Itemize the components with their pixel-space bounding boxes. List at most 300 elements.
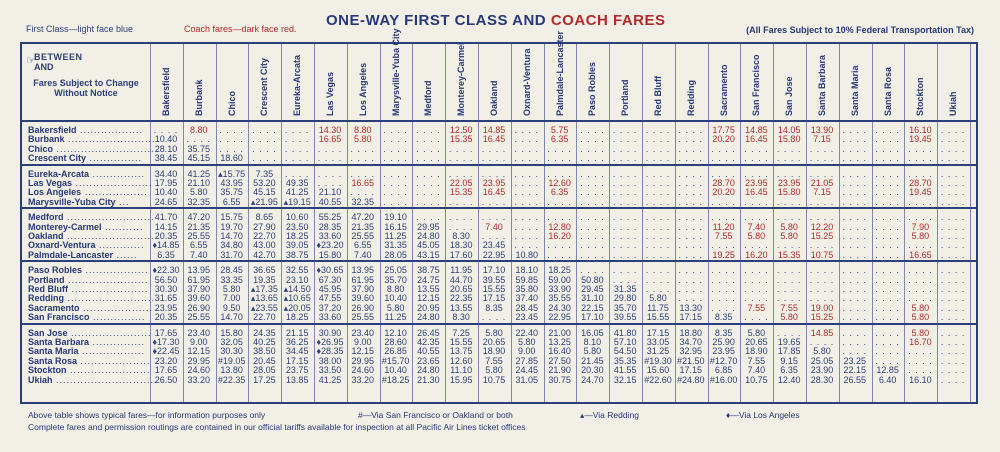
first-class-fare-cell: 6.55 — [354, 240, 372, 251]
first-class-fare-cell: 9.00 — [354, 337, 372, 347]
column-header — [840, 56, 870, 118]
first-class-fare-cell: 20.30 — [581, 365, 604, 376]
first-class-fare-cell: 24.70 — [581, 374, 604, 385]
empty-cell: . . . . — [514, 231, 540, 241]
row-leader-dots: .................. — [78, 346, 146, 357]
first-class-fare-cell: 33.90 — [548, 284, 571, 294]
row-label-text: San Francisco — [28, 312, 90, 323]
first-class-fare-cell: 33.60 — [318, 231, 342, 241]
empty-cell: . . . . — [744, 153, 769, 164]
first-class-fare-cell: 27.50 — [548, 355, 571, 366]
first-class-fare-cell: 15.55 — [646, 312, 670, 323]
column-header-label: Marysville-Yuba City — [390, 28, 401, 116]
column-header-label: Los Angeles — [357, 62, 368, 116]
row-leader-dots: .................... — [79, 302, 154, 313]
hand-pointer-icon: ☞ — [26, 55, 36, 67]
empty-cell: . . . . — [350, 153, 376, 164]
first-class-fare-cell: 31.35 — [384, 240, 407, 251]
first-class-fare-cell: 40.55 — [417, 346, 440, 357]
empty-cell: . . . . — [875, 231, 900, 241]
empty-cell: . . . . — [776, 240, 802, 251]
first-class-fare-cell: 10.40 — [384, 365, 407, 376]
column-header-label: Red Bluff — [653, 76, 663, 116]
row-leader-dots: ........... — [101, 221, 144, 232]
first-class-fare-cell: 38.75 — [417, 265, 440, 276]
coach-fare-cell: 15.35 — [777, 249, 801, 260]
page-title — [326, 12, 666, 29]
coach-fare-cell: 5.80 — [780, 231, 798, 241]
empty-cell: . . . . — [547, 153, 572, 164]
first-class-fare-cell: 10.40 — [154, 134, 178, 145]
first-class-fare-cell: 49.35 — [285, 178, 309, 188]
first-class-fare-cell: 23.90 — [810, 365, 834, 376]
first-class-fare-cell: 15.60 — [646, 365, 670, 376]
first-class-fare-cell: 28.35 — [318, 221, 342, 232]
first-class-fare-cell: 21.45 — [581, 355, 604, 366]
first-class-fare-cell: ▴13.65 — [250, 293, 278, 304]
subject-note: Fares Subject to Change Without Notice — [33, 78, 139, 98]
empty-cell: . . . . — [776, 265, 802, 276]
row-label-text: Oakland — [28, 231, 64, 241]
empty-cell: . . . . — [744, 143, 769, 154]
empty-cell: . . . . — [678, 168, 704, 179]
first-class-fare-cell: 7.55 — [485, 355, 503, 366]
empty-cell: . . . . — [252, 134, 277, 145]
column-header-label: Oakland — [489, 80, 499, 116]
empty-cell: . . . . — [284, 153, 310, 164]
empty-cell: . . . . — [547, 249, 572, 260]
empty-cell: . . . . — [908, 196, 933, 207]
first-class-fare-cell: 31.65 — [154, 293, 178, 304]
empty-cell: . . . . — [875, 327, 900, 338]
empty-cell: . . . . — [350, 187, 376, 198]
first-class-fare-cell: 18.25 — [285, 231, 309, 241]
column-header-label: Medford — [423, 80, 434, 116]
first-class-fare-cell: 17.65 — [154, 365, 178, 376]
row-label — [28, 312, 146, 322]
coach-fare-cell: 11.20 — [712, 221, 735, 232]
row-label — [28, 375, 158, 385]
empty-cell: . . . . — [645, 153, 671, 164]
coach-fare-cell: 19.45 — [909, 187, 932, 198]
empty-cell: . . . . — [448, 221, 474, 232]
footer-line1: Above table shows typical fares—for information purposes only — [28, 410, 266, 420]
and-label: AND — [34, 62, 54, 72]
empty-cell: . . . . — [219, 143, 244, 154]
coach-fare-cell: 8.80 — [354, 125, 372, 135]
first-class-fare-cell: 43.00 — [253, 240, 276, 251]
row-label-text: Bakersfield — [28, 125, 77, 135]
coach-fare-cell: 16.45 — [482, 187, 506, 198]
empty-cell: . . . . — [744, 196, 769, 207]
column-header-label: Chico — [226, 90, 237, 116]
first-class-fare-cell: 38.50 — [253, 346, 276, 357]
row-label-text: Marysville-Yuba City — [28, 196, 116, 207]
empty-cell: . . . . — [678, 143, 704, 154]
empty-cell: . . . . — [875, 143, 900, 154]
empty-cell: . . . . — [744, 212, 769, 223]
first-class-fare-cell: 7.40 — [190, 249, 208, 260]
empty-cell: . . . . — [580, 134, 605, 145]
coach-fare-cell: 15.35 — [449, 187, 473, 198]
column-header — [610, 56, 640, 118]
empty-cell: . . . . — [711, 168, 736, 179]
row-label-text: Medford — [28, 212, 64, 223]
first-class-fare-cell: 41.25 — [318, 374, 342, 385]
first-class-fare-cell: 32.95 — [679, 346, 703, 357]
empty-cell: . . . . — [481, 143, 507, 154]
empty-cell: . . . . — [940, 153, 966, 164]
empty-cell: . . . . — [580, 231, 605, 241]
empty-cell: . . . . — [908, 293, 933, 304]
empty-cell: . . . . — [744, 293, 769, 304]
empty-cell: . . . . — [416, 187, 441, 198]
first-class-fare-cell: 59.00 — [548, 274, 571, 285]
first-class-fare-cell: 35.75 — [220, 187, 243, 198]
first-class-fare-cell: 32.35 — [187, 196, 211, 207]
empty-cell: . . . . — [252, 143, 277, 154]
first-class-fare-cell: 24.45 — [515, 365, 539, 376]
first-class-fare-cell: 10.75 — [482, 374, 506, 385]
coach-fare-cell: 5.80 — [780, 312, 798, 323]
coach-fare-cell: 10.75 — [810, 249, 834, 260]
first-class-fare-cell: #19.05 — [217, 355, 246, 366]
first-class-fare-cell: 13.95 — [187, 265, 211, 276]
first-class-fare-cell: 6.55 — [222, 196, 241, 207]
first-class-fare-cell: 23.45 — [482, 240, 506, 251]
footnote-diamond: ♦—Via Los Angeles — [726, 410, 800, 420]
row-leader-dots: ............................. — [53, 143, 159, 154]
column-header — [676, 56, 706, 118]
empty-cell: . . . . — [875, 178, 900, 188]
coach-fare-cell: 23.95 — [482, 178, 506, 188]
empty-cell: . . . . — [940, 312, 966, 323]
coach-fare-cell: 5.80 — [911, 302, 930, 313]
coach-fare-cell: 15.80 — [777, 187, 801, 198]
empty-cell: . . . . — [809, 212, 835, 223]
column-divider — [970, 44, 971, 402]
row-label-text: Chico — [28, 143, 54, 154]
empty-cell: . . . . — [645, 143, 671, 154]
row-leader-dots: ......................... — [64, 293, 156, 304]
first-class-fare-cell: 45.15 — [187, 153, 211, 164]
empty-cell: . . . . — [940, 143, 966, 154]
tax-note: (All Fares Subject to 10% Federal Transportation Tax) — [746, 25, 974, 35]
empty-cell: . . . . — [842, 178, 868, 188]
row-leader-dots: .................. — [82, 265, 149, 276]
column-header-label: San Francisco — [751, 54, 762, 116]
coach-fare-cell: 7.40 — [485, 221, 503, 232]
empty-cell: . . . . — [612, 178, 638, 188]
empty-cell: . . . . — [875, 355, 900, 366]
first-class-fare-cell: 26.90 — [187, 302, 211, 313]
empty-cell: . . . . — [481, 212, 507, 223]
first-class-fare-cell: 5.80 — [649, 293, 667, 304]
empty-cell: . . . . — [383, 143, 408, 154]
empty-cell: . . . . — [481, 196, 507, 207]
first-class-fare-cell: 42.70 — [253, 249, 276, 260]
first-class-fare-cell: 22.70 — [253, 231, 276, 241]
empty-cell: . . . . — [940, 240, 966, 251]
empty-cell: . . . . — [940, 293, 966, 304]
empty-cell: . . . . — [908, 365, 933, 376]
first-class-fare-cell: 5.80 — [583, 346, 602, 357]
empty-cell: . . . . — [940, 302, 966, 313]
first-class-fare-cell: 41.55 — [613, 365, 637, 376]
first-class-fare-cell: 54.50 — [613, 346, 637, 357]
first-class-fare-cell: 15.95 — [449, 374, 473, 385]
row-leader-dots: ............... — [86, 153, 143, 164]
empty-cell: . . . . — [317, 178, 343, 188]
empty-cell: . . . . — [940, 125, 966, 135]
first-class-fare-cell: 30.30 — [220, 346, 243, 357]
empty-cell: . . . . — [842, 346, 868, 357]
empty-cell: . . . . — [875, 153, 900, 164]
empty-cell: . . . . — [448, 212, 474, 223]
first-class-fare-cell: 14.70 — [220, 312, 243, 323]
empty-cell: . . . . — [448, 143, 474, 154]
first-class-fare-cell: 53.20 — [253, 178, 276, 188]
first-class-fare-cell: ♦26.95 — [316, 337, 344, 347]
empty-cell: . . . . — [284, 143, 310, 154]
row-label-text: Stockton — [28, 365, 67, 376]
coach-fare-cell: 16.45 — [745, 187, 768, 198]
empty-cell: . . . . — [317, 168, 343, 179]
row-leader-dots: ......................... — [64, 134, 156, 145]
first-class-fare-cell: 22.70 — [253, 312, 276, 323]
first-class-fare-cell: 17.65 — [154, 327, 178, 338]
empty-cell: . . . . — [678, 231, 704, 241]
empty-cell: . . . . — [514, 178, 540, 188]
first-class-fare-cell: 25.05 — [810, 355, 834, 366]
first-class-fare-cell: 35.75 — [187, 143, 211, 154]
first-class-fare-cell: 12.60 — [449, 355, 473, 366]
empty-cell: . . . . — [448, 196, 474, 207]
row-leader-dots: ............... — [89, 168, 146, 179]
coach-fare-cell: 14.85 — [482, 125, 506, 135]
empty-cell: . . . . — [678, 178, 704, 188]
empty-cell: . . . . — [514, 143, 540, 154]
empty-cell: . . . . — [711, 284, 736, 294]
column-header — [446, 42, 476, 118]
empty-cell: . . . . — [678, 153, 704, 164]
empty-cell: . . . . — [711, 302, 736, 313]
first-class-fare-cell: #12.70 — [709, 355, 738, 366]
empty-cell: . . . . — [711, 143, 736, 154]
first-class-fare-cell: 19.35 — [253, 274, 276, 285]
empty-cell: . . . . — [481, 153, 507, 164]
empty-cell: . . . . — [580, 212, 605, 223]
coach-fare-cell: 17.75 — [712, 125, 735, 135]
empty-cell: . . . . — [317, 153, 343, 164]
empty-cell: . . . . — [514, 221, 540, 232]
coach-fare-cell: 16.20 — [548, 231, 571, 241]
column-header — [315, 56, 345, 118]
empty-cell: . . . . — [580, 187, 605, 198]
first-class-fare-cell: 29.80 — [613, 293, 637, 304]
row-label-text: Santa Rosa — [28, 355, 78, 366]
coach-fare-cell: 16.70 — [909, 337, 932, 347]
empty-cell: . . . . — [744, 265, 769, 276]
first-class-fare-cell: 17.15 — [285, 355, 309, 366]
coach-fare-cell: 28.70 — [712, 178, 735, 188]
first-class-fare-cell: 12.15 — [351, 346, 375, 357]
footer-line2: Complete fares and permission routings are contained in our official tariffs available for inspection at all Pacific Air Lines ticket offices — [28, 422, 526, 432]
empty-cell: . . . . — [612, 231, 638, 241]
column-header-label: Santa Maria — [849, 65, 860, 116]
empty-cell: . . . . — [580, 153, 605, 164]
column-header-label: Santa Rosa — [882, 66, 893, 116]
empty-cell: . . . . — [842, 187, 868, 198]
first-class-fare-cell: 41.25 — [285, 187, 309, 198]
empty-cell: . . . . — [908, 284, 933, 294]
coach-fare-cell: 5.80 — [911, 312, 930, 323]
first-class-fare-cell: #22.60 — [644, 374, 672, 385]
first-class-fare-cell: 21.30 — [417, 374, 440, 385]
empty-cell: . . . . — [580, 196, 605, 207]
empty-cell: . . . . — [908, 274, 933, 285]
column-header-label: Santa Barbara — [817, 54, 827, 116]
empty-cell: . . . . — [678, 265, 704, 276]
first-class-fare-cell: 20.35 — [154, 231, 178, 241]
first-class-fare-cell: 33.20 — [187, 374, 211, 385]
column-header — [577, 56, 607, 118]
first-class-fare-cell: 35.80 — [515, 284, 539, 294]
first-class-fare-cell: 23.25 — [843, 355, 867, 366]
first-class-fare-cell: #19.30 — [644, 355, 672, 366]
row-label — [28, 153, 142, 163]
coach-fare-cell: 16.65 — [909, 249, 932, 260]
legend-first-class: First Class—light face blue — [26, 24, 134, 34]
empty-cell: . . . . — [908, 212, 933, 223]
empty-cell: . . . . — [908, 143, 933, 154]
first-class-fare-cell: 41.25 — [187, 168, 211, 179]
first-class-fare-cell: 13.55 — [417, 284, 440, 294]
empty-cell: . . . . — [645, 134, 671, 145]
first-class-fare-cell: 21.35 — [187, 221, 211, 232]
empty-cell: . . . . — [547, 212, 572, 223]
first-class-fare-cell: 29.95 — [187, 355, 211, 366]
first-class-fare-cell: ▴19.15 — [283, 196, 311, 207]
empty-cell: . . . . — [940, 337, 966, 347]
empty-cell: . . . . — [875, 302, 900, 313]
first-class-fare-cell: 26.90 — [351, 302, 375, 313]
first-class-fare-cell: 17.10 — [581, 312, 604, 323]
empty-cell: . . . . — [645, 212, 671, 223]
empty-cell: . . . . — [284, 168, 310, 179]
empty-cell: . . . . — [416, 168, 441, 179]
empty-cell: . . . . — [940, 346, 966, 357]
first-class-fare-cell: 35.70 — [384, 274, 407, 285]
empty-cell: . . . . — [744, 168, 769, 179]
empty-cell: . . . . — [940, 221, 966, 232]
first-class-fare-cell: 37.90 — [187, 284, 211, 294]
empty-cell: . . . . — [678, 134, 704, 145]
coach-fare-cell: 8.80 — [190, 125, 208, 135]
first-class-fare-cell: 35.70 — [613, 302, 637, 313]
first-class-fare-cell: 45.95 — [318, 284, 342, 294]
empty-cell: . . . . — [678, 212, 704, 223]
first-class-fare-cell: 44.70 — [449, 274, 473, 285]
row-leader-dots: .................. — [76, 125, 144, 135]
first-class-fare-cell: 57.10 — [613, 337, 637, 347]
empty-cell: . . . . — [776, 293, 802, 304]
empty-cell: . . . . — [842, 293, 868, 304]
first-class-fare-cell: 30.30 — [154, 284, 178, 294]
first-class-fare-cell: 34.45 — [285, 346, 309, 357]
first-class-fare-cell: 10.80 — [515, 249, 539, 260]
first-class-fare-cell: 15.55 — [449, 337, 473, 347]
coach-fare-cell: 19.45 — [909, 134, 932, 145]
empty-cell: . . . . — [842, 265, 868, 276]
coach-fare-cell: 14.85 — [810, 327, 834, 338]
empty-cell: . . . . — [744, 284, 769, 294]
coach-fare-cell: 7.15 — [813, 187, 831, 198]
first-class-fare-cell: 10.40 — [384, 293, 407, 304]
column-header-label: Palmdale-Lancaster — [554, 30, 565, 116]
empty-cell: . . . . — [908, 153, 933, 164]
empty-cell: . . . . — [711, 212, 736, 223]
empty-cell: . . . . — [645, 221, 671, 232]
empty-cell: . . . . — [940, 374, 966, 385]
coach-fare-cell: 5.75 — [550, 125, 569, 135]
empty-cell: . . . . — [875, 337, 900, 347]
empty-cell: . . . . — [481, 312, 507, 323]
empty-cell: . . . . — [940, 355, 966, 366]
first-class-fare-cell: 34.40 — [154, 168, 178, 179]
column-header-label: Portland — [620, 79, 631, 116]
column-header-label: Ukiah — [948, 91, 959, 116]
first-class-fare-cell: 22.40 — [515, 327, 539, 338]
row-leader-dots: ............... — [89, 312, 146, 323]
first-class-fare-cell: 24.35 — [253, 327, 276, 338]
empty-cell: . . . . — [448, 168, 474, 179]
empty-cell: . . . . — [776, 143, 802, 154]
first-class-fare-cell: 9.00 — [518, 346, 536, 357]
empty-cell: . . . . — [284, 125, 310, 135]
coach-fare-cell: 21.05 — [810, 178, 834, 188]
first-class-fare-cell: 35.35 — [613, 355, 637, 366]
first-class-fare-cell: 6.55 — [190, 240, 208, 251]
first-class-fare-cell: 22.95 — [482, 249, 506, 260]
first-class-fare-cell: 6.85 — [714, 365, 733, 376]
empty-cell: . . . . — [940, 134, 966, 145]
first-class-fare-cell: 5.80 — [747, 327, 766, 338]
empty-cell: . . . . — [875, 125, 900, 135]
first-class-fare-cell: 19.65 — [777, 337, 801, 347]
first-class-fare-cell: 32.15 — [613, 374, 637, 385]
first-class-fare-cell: 23.75 — [285, 365, 309, 376]
empty-cell: . . . . — [678, 293, 704, 304]
empty-cell: . . . . — [940, 168, 966, 179]
first-class-fare-cell: 14.15 — [154, 221, 178, 232]
coach-fare-cell: 14.85 — [745, 125, 768, 135]
first-class-fare-cell: 61.95 — [351, 274, 375, 285]
first-class-fare-cell: 13.80 — [220, 365, 243, 376]
empty-cell: . . . . — [514, 196, 540, 207]
empty-cell: . . . . — [186, 134, 212, 145]
first-class-fare-cell: 19.70 — [220, 221, 243, 232]
empty-cell: . . . . — [809, 196, 835, 207]
empty-cell: . . . . — [678, 274, 704, 285]
row-leader-dots: ....................... — [66, 365, 151, 376]
first-class-fare-cell: 34.80 — [220, 240, 243, 251]
first-class-fare-cell: 35.55 — [548, 293, 571, 304]
empty-cell: . . . . — [842, 168, 868, 179]
coach-fare-cell: 28.70 — [909, 178, 932, 188]
coach-fare-cell: 7.90 — [911, 221, 930, 232]
coach-fare-cell: 5.80 — [911, 231, 930, 241]
